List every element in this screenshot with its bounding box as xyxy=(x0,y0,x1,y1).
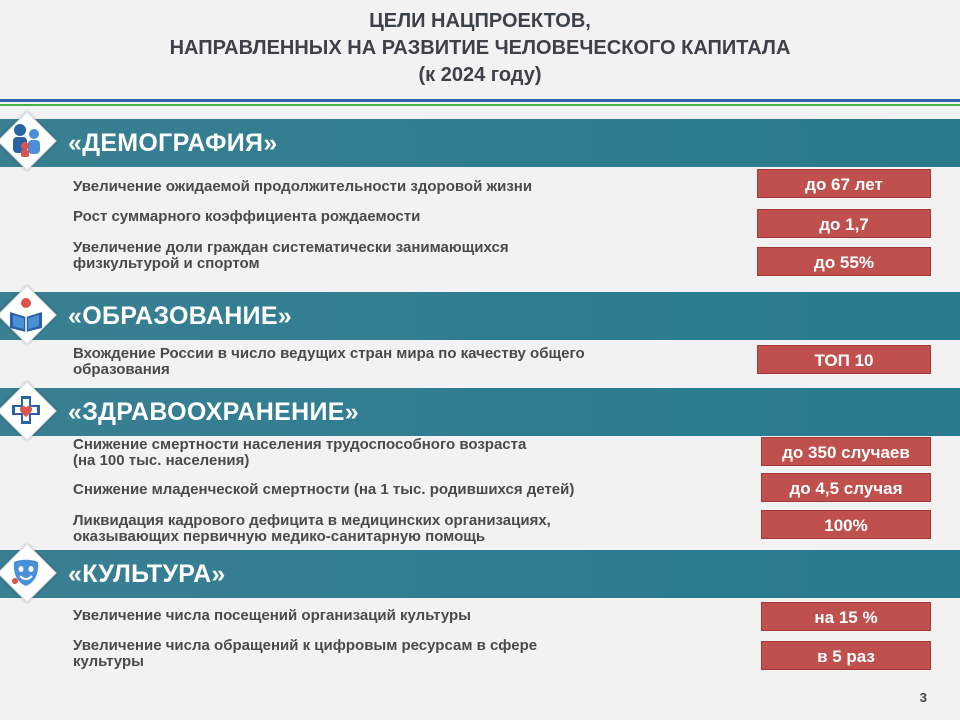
culture-item-2-line-2: культуры xyxy=(73,653,144,670)
demography-item-3-value-badge: до 55% xyxy=(757,247,931,276)
healthcare-item-1-value-badge: до 350 случаев xyxy=(761,437,931,466)
demography-item-1-value-badge: до 67 лет xyxy=(757,169,931,198)
demography-item-3-line-1: Увеличение доли граждан систематически занимающихся xyxy=(73,239,509,256)
demography-item-2-text xyxy=(73,209,723,225)
education-item-1-value-badge: ТОП 10 xyxy=(757,345,931,374)
section-bar-culture xyxy=(0,550,960,598)
title-line-1: ЦЕЛИ НАЦПРОЕКТОВ, xyxy=(369,10,591,32)
demography-item-3-text xyxy=(73,240,723,272)
healthcare-item-1-text xyxy=(73,437,723,469)
education-item-1-line-2: образования xyxy=(73,361,170,378)
demography-item-2-value-badge: до 1,7 xyxy=(757,209,931,238)
culture-item-2-value-badge: в 5 раз xyxy=(761,641,931,670)
culture-item-2-line-1: Увеличение числа обращений к цифровым ресурсам в сфере xyxy=(73,637,538,654)
demography-item-2-line-1: Рост суммарного коэффициента рождаемости xyxy=(73,208,421,225)
healthcare-item-2-line-1: Снижение младенческой смертности (на 1 тыс. родившихся детей) xyxy=(73,481,575,498)
demography-item-1-line-1: Увеличение ожидаемой продолжительности здоровой жизни xyxy=(73,178,533,195)
demography-item-1-text xyxy=(73,179,723,195)
page-title xyxy=(0,8,960,89)
title-divider-green xyxy=(0,104,960,106)
section-title-demography: «ДЕМОГРАФИЯ» xyxy=(68,129,278,157)
healthcare-item-3-line-1: Ликвидация кадрового дефицита в медицинских организациях, xyxy=(73,512,551,529)
demography-item-3-line-2: физкультурой и спортом xyxy=(73,255,260,272)
healthcare-item-2-value-badge: до 4,5 случая xyxy=(761,473,931,502)
culture-item-1-line-1: Увеличение числа посещений организаций культуры xyxy=(73,607,471,624)
healthcare-item-3-line-2: оказывающих первичную медико-санитарную помощь xyxy=(73,528,486,545)
section-title-healthcare: «ЗДРАВООХРАНЕНИЕ» xyxy=(68,398,359,426)
section-bar-demography xyxy=(0,119,960,167)
education-item-1-text xyxy=(73,346,723,378)
section-title-culture: «КУЛЬТУРА» xyxy=(68,560,226,588)
healthcare-item-3-text xyxy=(73,513,723,545)
title-divider-blue xyxy=(0,99,960,102)
section-bar-education xyxy=(0,292,960,340)
healthcare-item-3-value-badge: 100% xyxy=(761,510,931,539)
title-line-3: (к 2024 году) xyxy=(418,64,542,86)
page-number: 3 xyxy=(919,690,927,705)
family-icon xyxy=(2,116,50,164)
culture-item-2-text xyxy=(73,638,723,670)
section-bar-healthcare xyxy=(0,388,960,436)
healthcare-item-2-text xyxy=(73,482,723,498)
medical-cross-icon xyxy=(2,386,50,434)
section-title-education: «ОБРАЗОВАНИЕ» xyxy=(68,302,292,330)
culture-item-1-text xyxy=(73,608,723,624)
education-item-1-line-1: Вхождение России в число ведущих стран мира по качеству общего xyxy=(73,345,585,362)
healthcare-item-1-line-1: Снижение смертности населения трудоспособного возраста xyxy=(73,436,527,453)
healthcare-item-1-line-2: (на 100 тыс. населения) xyxy=(73,452,250,469)
culture-item-1-value-badge: на 15 % xyxy=(761,602,931,631)
theater-mask-icon xyxy=(2,548,50,596)
book-icon xyxy=(2,290,50,338)
title-line-2: НАПРАВЛЕННЫХ НА РАЗВИТИЕ ЧЕЛОВЕЧЕСКОГО КАПИТАЛА xyxy=(169,37,791,59)
